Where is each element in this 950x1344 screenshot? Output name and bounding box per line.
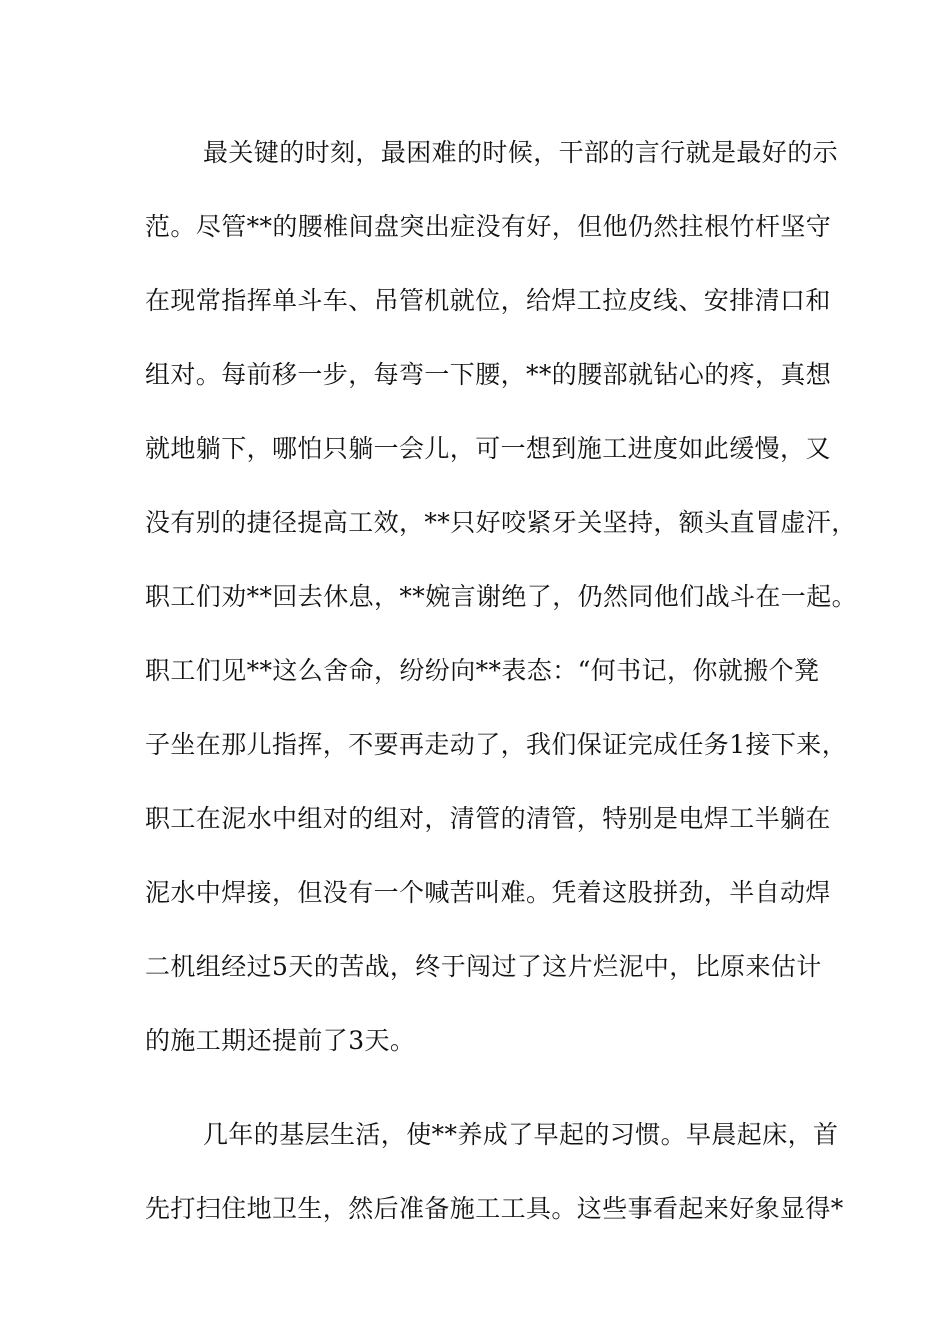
text-line: 最关键的时刻，最困难的时候，干部的言行就是最好的示 [203,138,839,167]
text-line: 的施工期还提前了3天。 [145,1026,416,1055]
text-line: 子坐在那儿指挥，不要再走动了，我们保证完成任务1接下来， [145,730,848,759]
text-line: 范。尽管**的腰椎间盘突出症没有好，但他仍然拄根竹杆坚守 [145,212,832,241]
text-line: 职工们见**这么舍命，纷纷向**表态：“何书记，你就搬个凳 [145,656,820,685]
text-line: 就地躺下，哪怕只躺一会儿，可一想到施工进度如此缓慢，又 [145,434,831,463]
text-line: 几年的基层生活，使**养成了早起的习惯。早晨起床，首 [203,1120,839,1149]
text-line: 在现常指挥单斗车、吊管机就位，给焊工拉皮线、安排清口和 [145,286,831,315]
text-line: 职工们劝**回去休息，**婉言谢绝了，仍然同他们战斗在一起。 [145,582,858,611]
text-line: 泥水中焊接，但没有一个喊苦叫难。凭着这股拼劲，半自动焊 [145,878,831,907]
text-line: 先打扫住地卫生，然后准备施工工具。这些事看起来好象显得* [145,1194,844,1223]
text-line: 没有别的捷径提高工效，**只好咬紧牙关坚持，额头直冒虚汗， [145,508,857,537]
text-line: 二机组经过5天的苦战，终于闯过了这片烂泥中，比原来估计 [145,952,822,981]
text-line: 职工在泥水中组对的组对，清管的清管，特别是电焊工半躺在 [145,804,831,833]
text-line: 组对。每前移一步，每弯一下腰，**的腰部就钻心的疼，真想 [145,360,832,389]
